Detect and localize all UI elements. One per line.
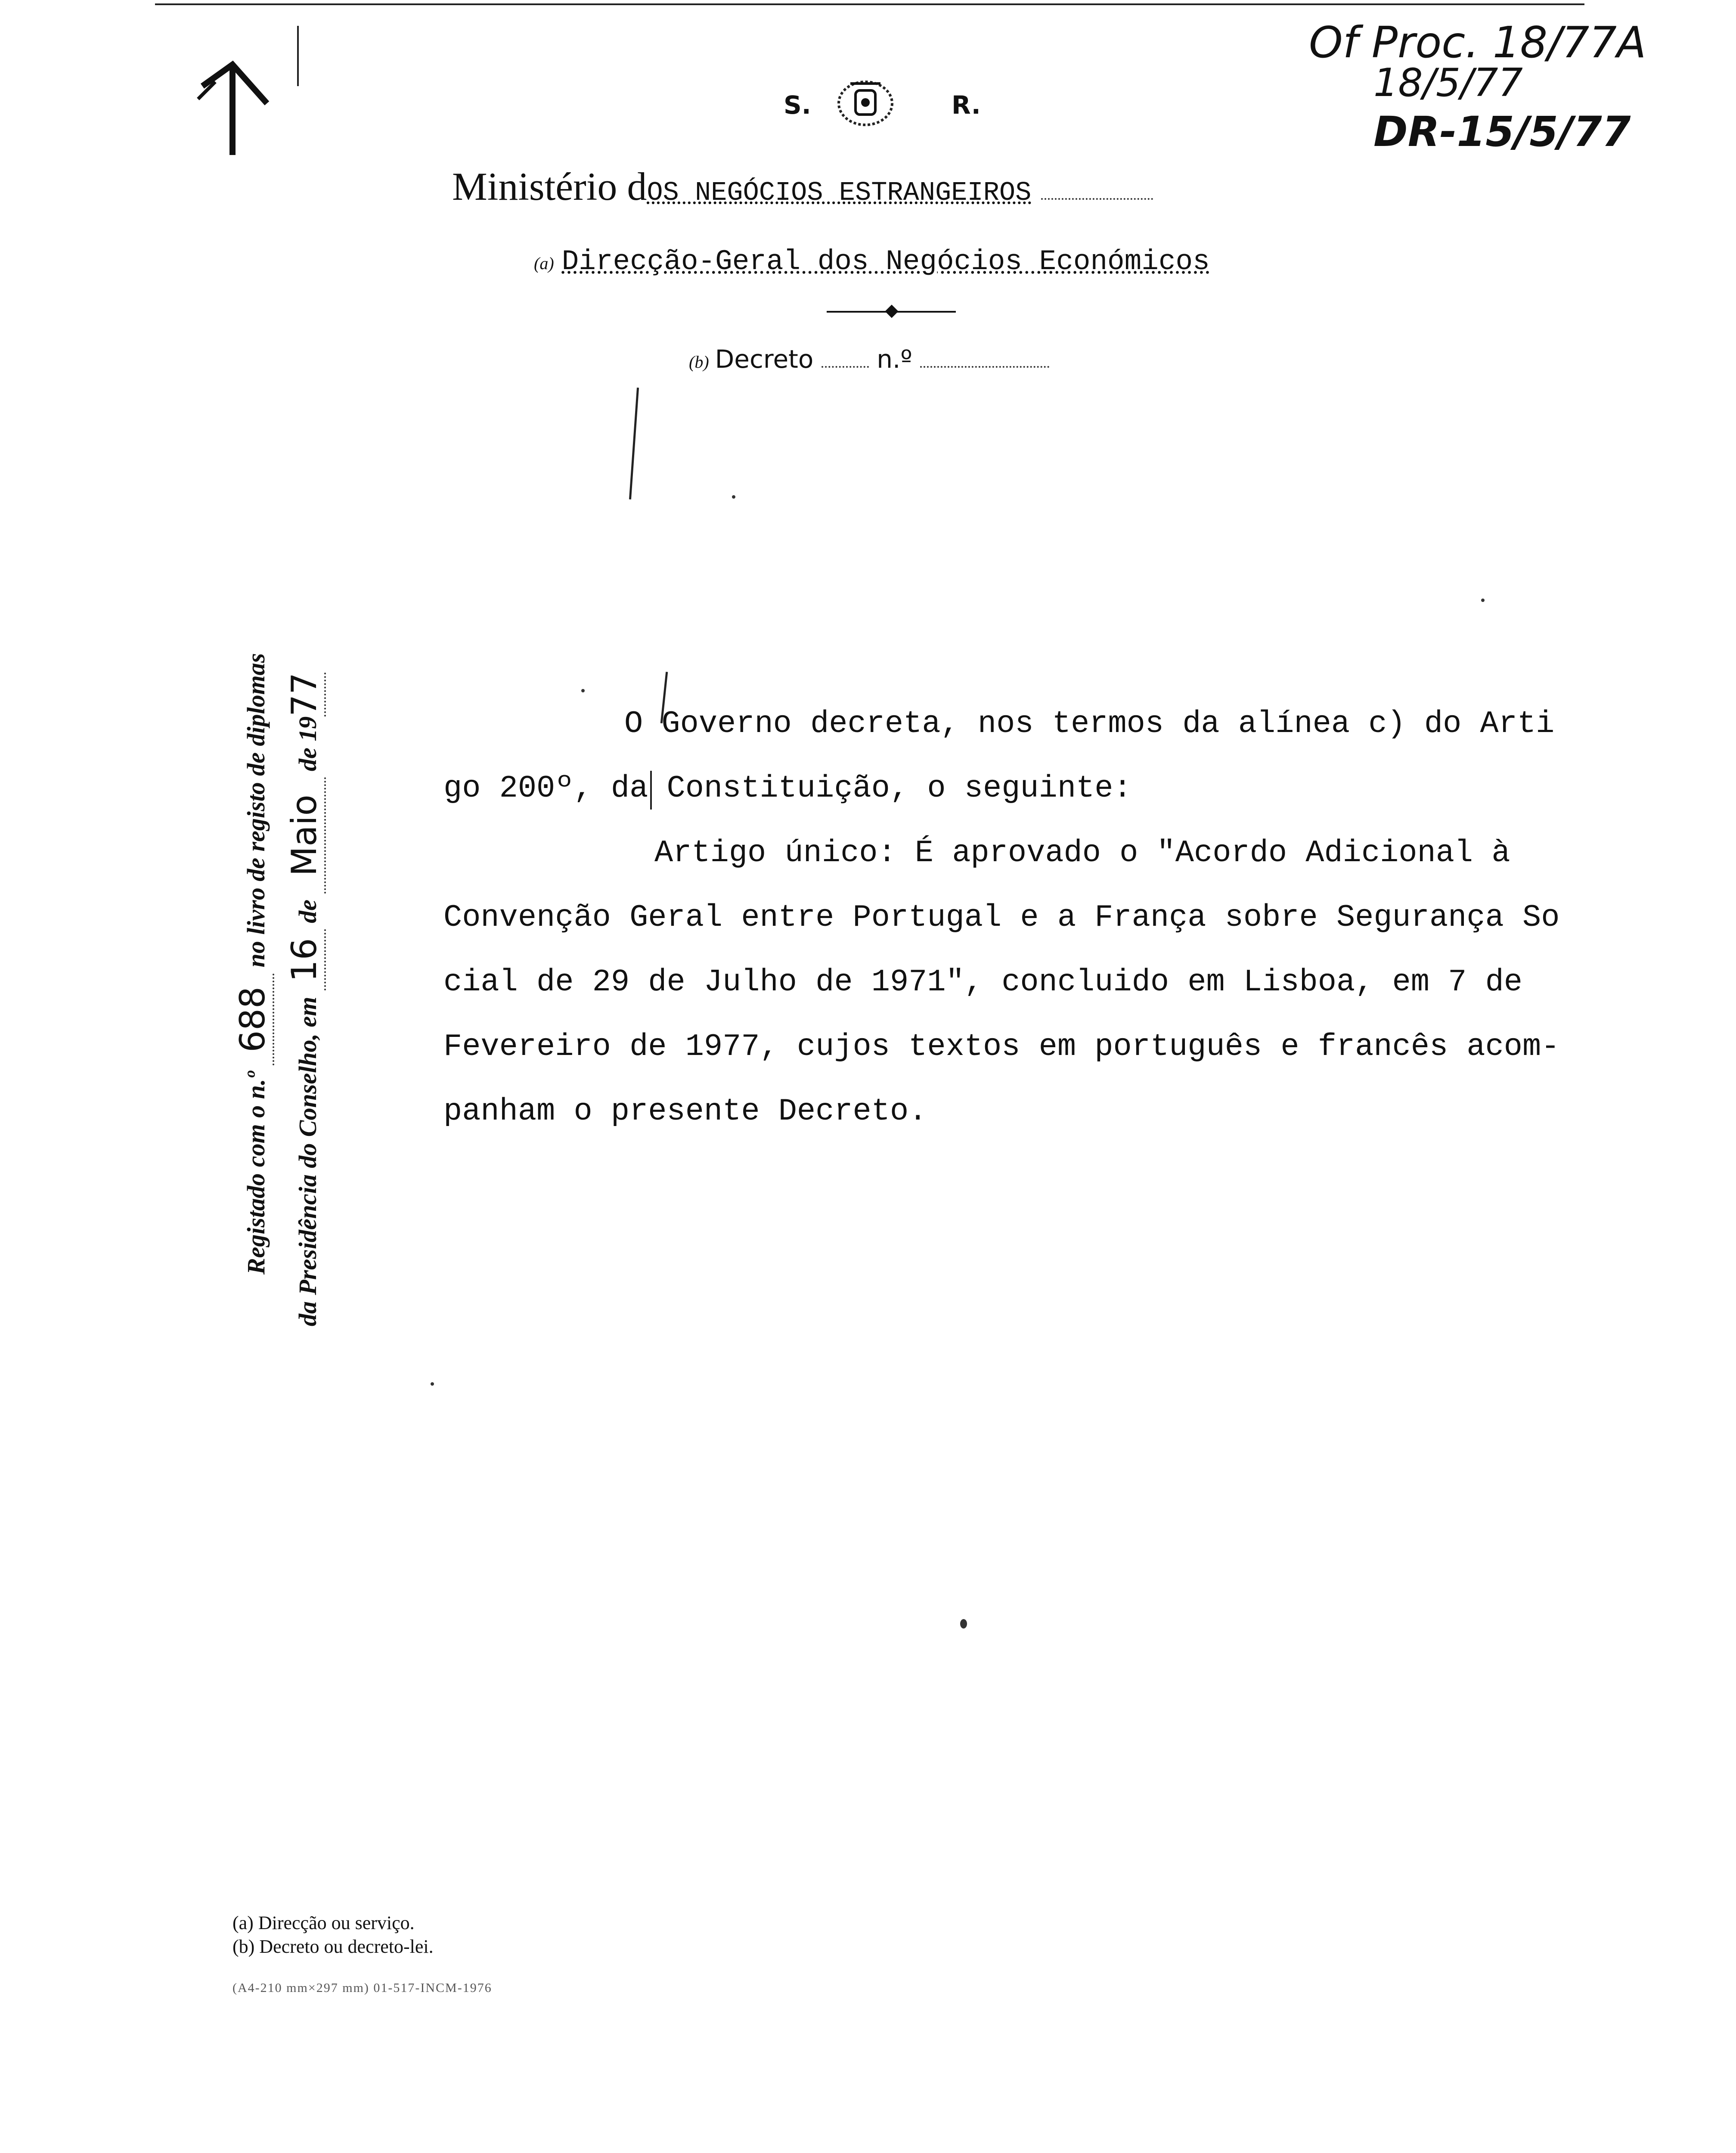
decree-number-blank (920, 353, 1049, 368)
body-line-2: go 200º, da Constituição, o seguinte: (443, 771, 1132, 806)
body-line-3: Artigo único: É aprovado o "Acordo Adicional à (654, 835, 1510, 871)
speck (1481, 599, 1485, 602)
decree-number-label: n.º (877, 344, 912, 374)
decree-number-line (689, 344, 1049, 374)
handwritten-date: 18/5/77 (1373, 60, 1523, 105)
footnote-mark-a: (a) (534, 254, 554, 273)
decree-label: Decreto (715, 344, 814, 374)
speck (581, 689, 585, 692)
registration-number: 688 (232, 974, 274, 1065)
margin-tick (297, 26, 299, 86)
footnote-a: (a) Direcção ou serviço. (232, 1912, 415, 1933)
divider-diamond-icon (885, 304, 898, 318)
registration-day: 16 (284, 929, 326, 990)
registration-suffix: no livro de registo de diplomas (242, 653, 270, 968)
footnote-mark-b: (b) (689, 352, 709, 372)
registration-line-1 (232, 653, 273, 1275)
speck (732, 495, 735, 499)
speck (960, 1619, 967, 1629)
coat-of-arms-icon (833, 73, 898, 129)
ministry-prefix: Ministério d (452, 164, 647, 208)
registration-line-2 (284, 673, 324, 1326)
body-line-1: O Governo decreta, nos termos da alínea c) do Arti (624, 706, 1555, 741)
body-line-6: Fevereiro de 1977, cujos textos em português e francês acom- (443, 1029, 1560, 1064)
body-line-4: Convenção Geral entre Portugal e a França sobre Segurança So (443, 900, 1560, 935)
directorate-line (534, 245, 1210, 278)
ministry-heading (452, 164, 1153, 209)
body-line-7: panham o presente Decreto. (443, 1094, 927, 1129)
print-code: (A4-210 mm×297 mm) 01-517-INCM-1976 (232, 1981, 492, 1995)
handwritten-reference: Of Proc. 18/77A (1309, 17, 1646, 68)
registration-month: Maio (284, 777, 326, 893)
registration-de: de (294, 900, 322, 923)
handwritten-mark-icon (189, 52, 293, 164)
ministry-dotted-line (1041, 185, 1153, 200)
ministry-name: OS NEGÓCIOS ESTRANGEIROS (647, 177, 1032, 208)
registration-prefix: Registado com o n.º (242, 1071, 270, 1275)
registration-date-prefix: da Presidência do Conselho, em (294, 996, 322, 1326)
pen-stroke (629, 388, 639, 499)
handwritten-dr-reference: DR-15/5/77 (1373, 108, 1631, 156)
body-line-5: cial de 29 de Julho de 1971", concluido em Lisboa, em 7 de (443, 965, 1523, 1000)
decree-type-blank (822, 353, 869, 368)
footnote-b: (b) Decreto ou decreto-lei. (232, 1936, 434, 1957)
registration-year-prefix: de 19 (294, 716, 322, 771)
top-rule (155, 3, 1584, 5)
seal-right-letter: R. (952, 90, 981, 120)
directorate-name: Direcção-Geral dos Negócios Económicos (561, 245, 1210, 278)
speck (431, 1382, 434, 1386)
registration-year: 77 (284, 673, 326, 717)
seal-left-letter: S. (784, 90, 811, 120)
